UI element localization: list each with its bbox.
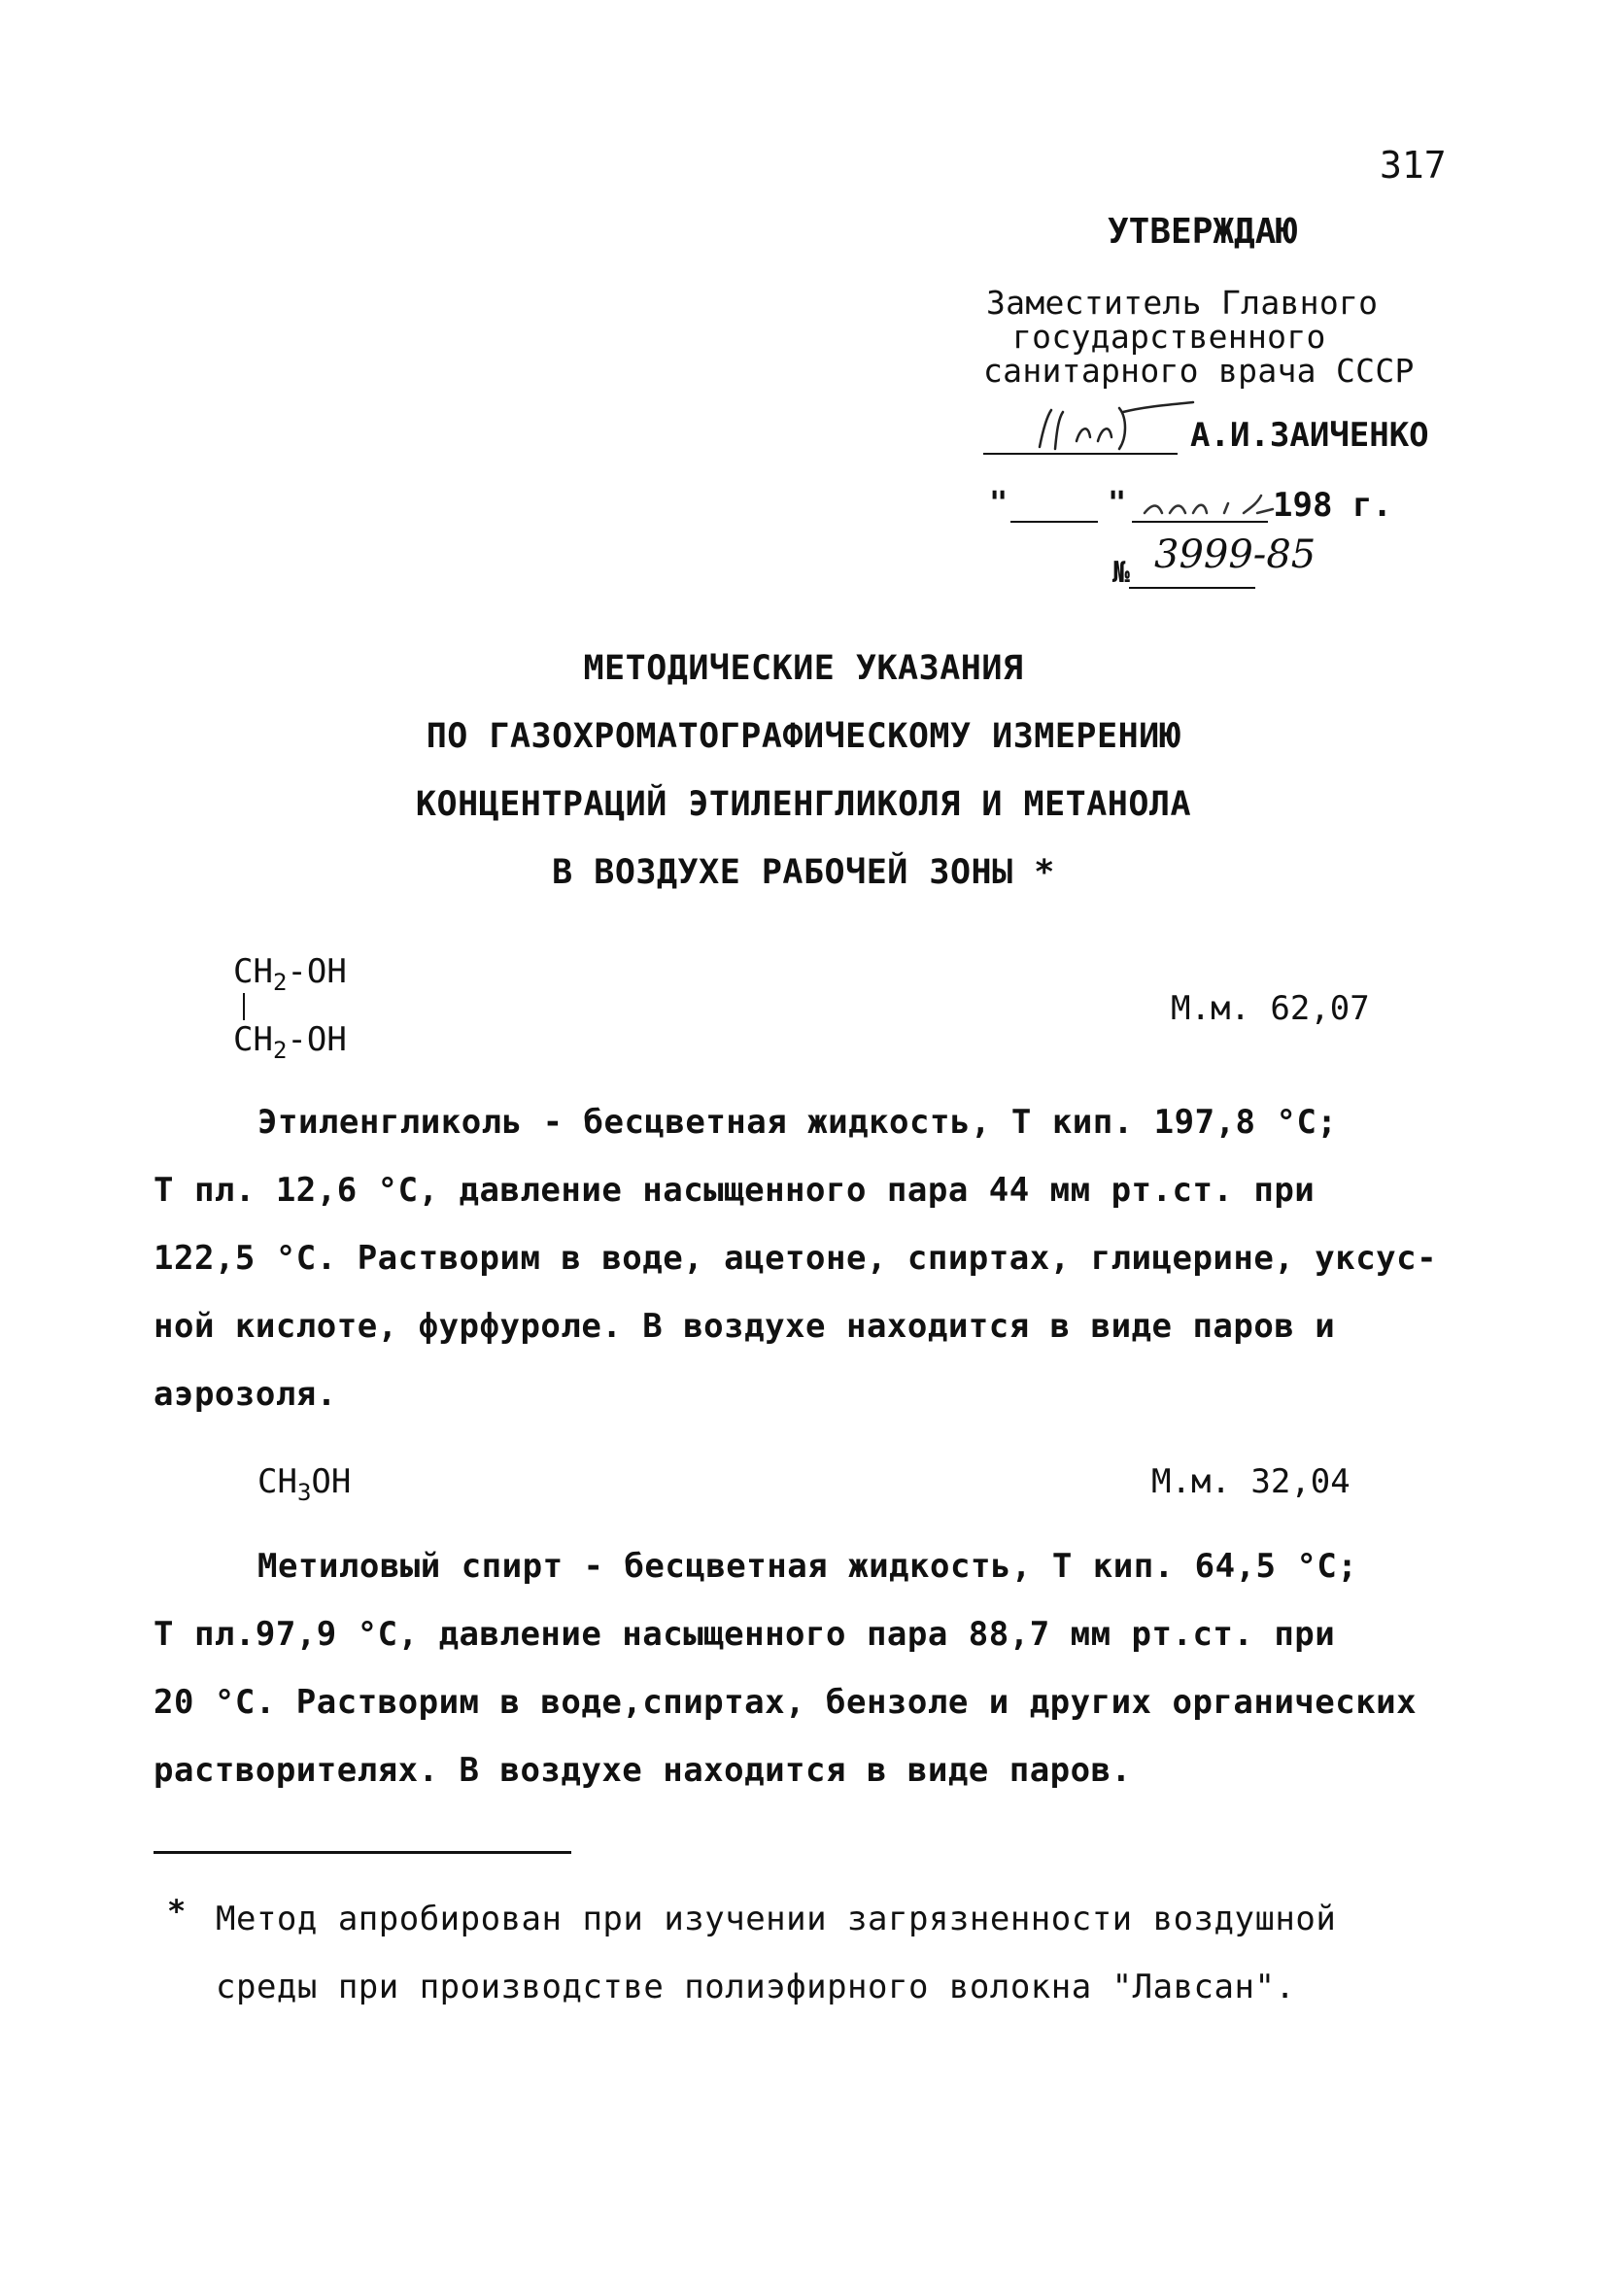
ethylene-glycol-text-line: Т пл. 12,6 °С, давление насыщенного пара 44 мм рт.ст. при	[154, 1171, 1316, 1210]
methanol-text-line: Т пл.97,9 °С, давление насыщенного пара 88,7 мм рт.ст. при	[154, 1615, 1336, 1654]
handwritten-signature	[1030, 398, 1195, 457]
ethylene-glycol-formula-top: $CH_2-OH$	[233, 952, 347, 996]
ethylene-glycol-text-line: ной кислоте, фурфуроле. В воздухе находится в виде паров и	[154, 1307, 1336, 1346]
document-title-line: КОНЦЕНТРАЦИЙ ЭТИЛЕНГЛИКОЛЯ И МЕТАНОЛА	[415, 785, 1192, 824]
page-number: 317	[1380, 144, 1447, 187]
date-close-quote: "	[1108, 484, 1127, 521]
approval-position-line: Заместитель Главного	[986, 284, 1379, 322]
date-year: 198 г.	[1273, 486, 1392, 525]
ethylene-glycol-text-line: 122,5 °С. Растворим в воде, ацетоне, спиртах, глицерине, уксус-	[154, 1239, 1438, 1278]
document-title-line: МЕТОДИЧЕСКИЕ УКАЗАНИЯ	[583, 649, 1024, 688]
formula-bond	[243, 993, 245, 1020]
document-title-line: В ВОЗДУХЕ РАБОЧЕЙ ЗОНЫ *	[552, 853, 1055, 892]
ethylene-glycol-text-line: аэрозоля.	[154, 1375, 337, 1414]
methanol-text-line: 20 °С. Растворим в воде,спиртах, бензоле и других органических	[154, 1683, 1418, 1722]
signature-line	[983, 453, 1178, 455]
date-day-line	[1010, 521, 1098, 523]
ethylene-glycol-molar-mass: М.м. 62,07	[1171, 989, 1370, 1028]
date-month-line	[1132, 521, 1268, 523]
signer-name: А.И.ЗАИЧЕНКО	[1190, 416, 1429, 455]
date-open-quote: "	[989, 484, 1009, 521]
approval-position-line: санитарного врача СССР	[983, 352, 1415, 390]
footnote-text-line: среды при производстве полиэфирного волокна "Лавсан".	[216, 1968, 1296, 2006]
footnote-rule	[154, 1851, 571, 1854]
number-mark: №	[1112, 556, 1131, 590]
approval-position-line: государственного	[1012, 318, 1326, 356]
registration-number: 3999-85	[1154, 532, 1316, 577]
number-line	[1129, 587, 1255, 589]
methanol-text-line: Метиловый спирт - бесцветная жидкость, Т кип. 64,5 °С;	[257, 1547, 1358, 1586]
footnote-mark: *	[167, 1893, 187, 1930]
ethylene-glycol-formula-bottom: $CH_2-OH$	[233, 1020, 347, 1064]
document-title-line: ПО ГАЗОХРОМАТОГРАФИЧЕСКОМУ ИЗМЕРЕНИЮ	[426, 717, 1181, 756]
methanol-formula: $CH_3OH$	[257, 1462, 352, 1506]
methanol-text-line: растворителях. В воздухе находится в виде паров.	[154, 1751, 1132, 1790]
ethylene-glycol-text-line: Этиленгликоль - бесцветная жидкость, Т кип. 197,8 °С;	[257, 1103, 1338, 1142]
handwritten-date-month	[1137, 474, 1282, 523]
methanol-molar-mass: М.м. 32,04	[1151, 1462, 1351, 1501]
approval-title: УТВЕРЖДАЮ	[1108, 212, 1298, 252]
footnote-text-line: Метод апробирован при изучении загрязненности воздушной	[216, 1900, 1337, 1938]
